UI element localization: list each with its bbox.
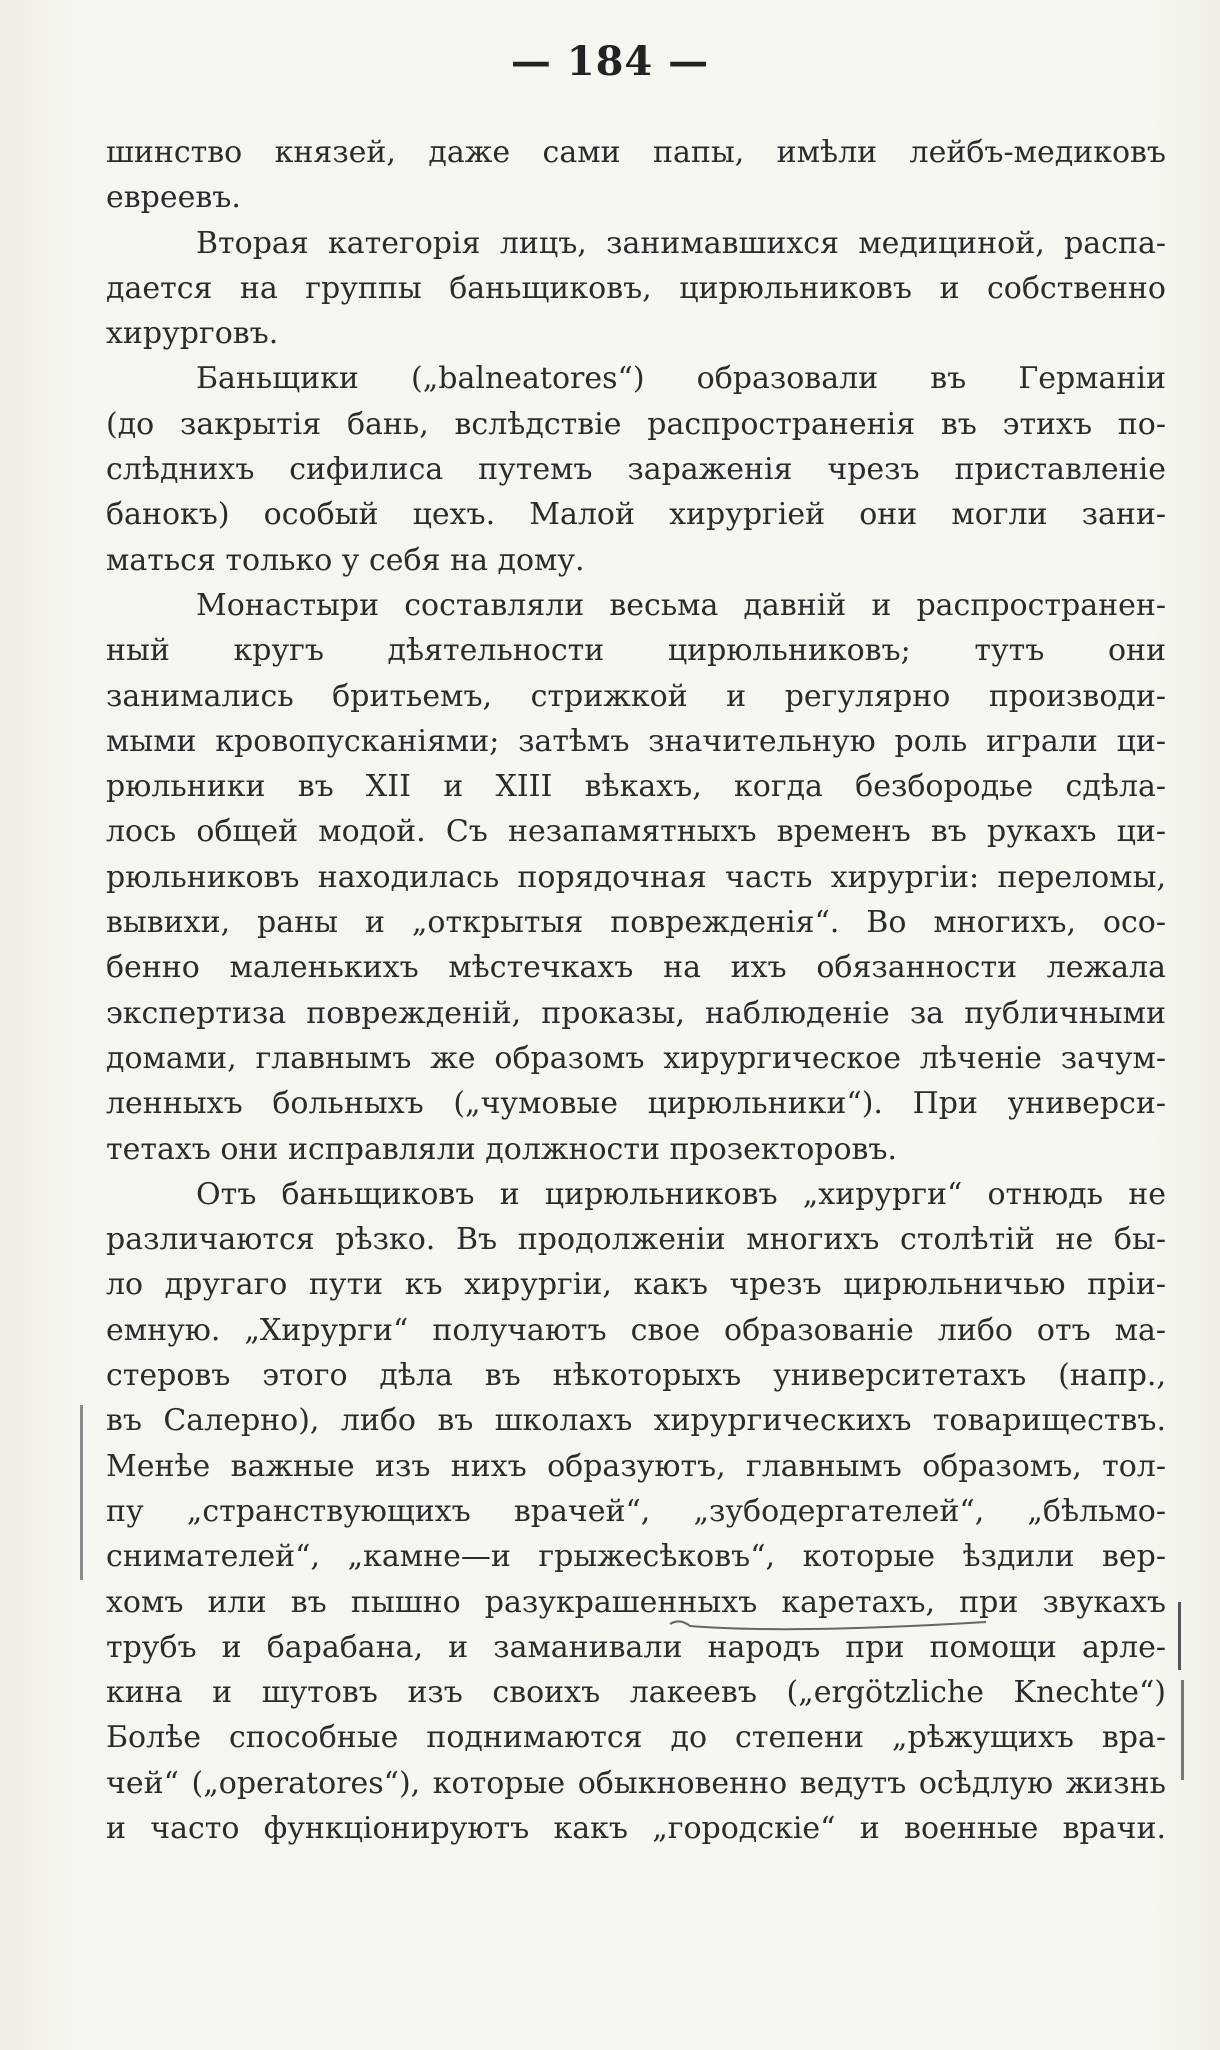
text-line: тетахъ они исправляли должности прозекторовъ. xyxy=(106,1131,898,1167)
text-line: дается на группы баньщиковъ, цирюльниковъ и собственно xyxy=(106,270,1166,306)
text-line: емную. „Хирурги“ получаютъ свое образованіе либо отъ ма- xyxy=(106,1312,1166,1348)
text-line: въ Салерно), либо въ школахъ хирургическихъ товариществъ. xyxy=(106,1403,1166,1439)
text-line: хирурговъ. xyxy=(106,316,279,352)
text-line: шинство князей, даже сами папы, имѣли лейбъ-медиковъ xyxy=(106,135,1166,170)
text-line: (до закрытія бань, вслѣдствіе распространенія въ этихъ по- xyxy=(106,406,1166,442)
text-line: рюльники въ XII и XIII вѣкахъ, когда безбородье сдѣла- xyxy=(106,769,1166,805)
text-line: евреевъ. xyxy=(106,180,241,216)
text-line: бенно маленькихъ мѣстечкахъ на ихъ обязанности лежала xyxy=(106,950,1166,986)
text-line: рюльниковъ находилась порядочная часть хирургіи: переломы, xyxy=(106,859,1166,895)
text-line: ный кругъ дѣятельности цирюльниковъ; тутъ они xyxy=(106,633,1166,669)
text-line: кина и шутовъ изъ своихъ лакеевъ („ergötzliche Knechte“) xyxy=(106,1675,1166,1711)
text-line: вывихи, раны и „открытыя поврежденія“. Во многихъ, осо- xyxy=(106,905,1166,941)
text-line: различаются рѣзко. Въ продолженіи многихъ столѣтій не бы- xyxy=(106,1222,1166,1258)
text-line: мыми кровопусканіями; затѣмъ значительную роль играли ци- xyxy=(106,723,1166,759)
text-line: ленныхъ больныхъ („чумовые цирюльники“). При универси- xyxy=(106,1086,1166,1122)
text-line: и часто функціонируютъ какъ „городскіе“ и военные врачи. xyxy=(106,1810,1166,1846)
pencil-margin-line-right xyxy=(1181,1680,1184,1780)
text-line: Болѣе способные поднимаются до степени „рѣжущихъ вра- xyxy=(106,1720,1166,1756)
text-line: чей“ („operatores“), которые обыкновенно ведутъ осѣдлую жизнь xyxy=(106,1765,1166,1801)
body-text xyxy=(106,130,1166,1851)
text-line: трубъ и барабана, и заманивали народъ при помощи арле- xyxy=(106,1629,1166,1665)
text-line: снимателей“, „камне—и грыжесѣковъ“, которые ѣздили вер- xyxy=(106,1539,1166,1575)
text-line: экспертиза поврежденій, проказы, наблюденіе за публичными xyxy=(106,995,1166,1031)
text-line: ло другаго пути къ хирургіи, какъ чрезъ цирюльничью пріи- xyxy=(106,1267,1166,1303)
text-line: банокъ) особый цехъ. Малой хирургіей они могли зани- xyxy=(106,497,1166,533)
text-line: маться только у себя на дому. xyxy=(106,542,585,578)
text-line: лось общей модой. Съ незапамятныхъ временъ въ рукахъ ци- xyxy=(106,814,1166,850)
text-line: стеровъ этого дѣла въ нѣкоторыхъ университетахъ (напр., xyxy=(106,1358,1166,1394)
text-line: слѣднихъ сифилиса путемъ зараженія чрезъ приставленіе xyxy=(106,452,1166,488)
text-line: Менѣе важные изъ нихъ образуютъ, главнымъ образомъ, тол- xyxy=(106,1448,1166,1484)
pencil-underline xyxy=(668,1616,988,1636)
text-line: Вторая категорія лицъ, занимавшихся медициной, распа- xyxy=(196,225,1166,261)
text-line: хомъ или въ пышно разукрашенныхъ каретахъ, при звукахъ xyxy=(106,1584,1166,1620)
pencil-margin-line-right xyxy=(1178,1602,1181,1670)
text-line: домами, главнымъ же образомъ хирургическое лѣченіе зачум- xyxy=(106,1040,1166,1076)
text-line: Монастыри составляли весьма давній и распространен- xyxy=(196,587,1166,623)
text-line: Баньщики („balneatores“) образовали въ Германіи xyxy=(196,361,1166,397)
pencil-margin-line-left xyxy=(80,1405,83,1580)
text-line: пу „странствующихъ врачей“, „зубодергателей“, „бѣльмо- xyxy=(106,1493,1166,1529)
text-line: занимались бритьемъ, стрижкой и регулярно производи- xyxy=(106,678,1166,714)
text-line: Отъ баньщиковъ и цирюльниковъ „хирурги“ отнюдь не xyxy=(196,1176,1166,1212)
page-number: — 184 — xyxy=(510,38,710,85)
